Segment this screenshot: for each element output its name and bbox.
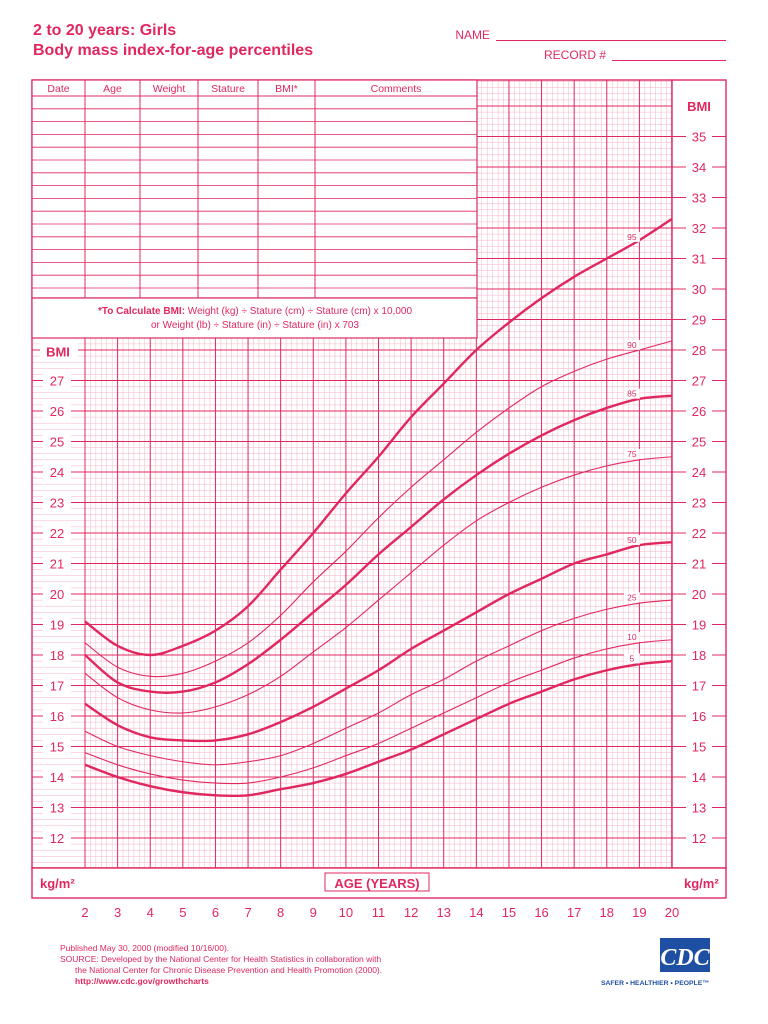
y-tick-right-33: 33 — [691, 190, 707, 206]
x-tick-6: 6 — [211, 905, 220, 920]
y-tick-right-12: 12 — [691, 831, 707, 846]
y-tick-left-12: 12 — [49, 831, 65, 846]
x-tick-9: 9 — [309, 905, 317, 920]
y-tick-left-14: 14 — [49, 770, 65, 785]
y-tick-right-20: 20 — [691, 587, 707, 602]
x-axis-label: AGE (YEARS) — [334, 876, 420, 891]
source-note-2: the National Center for Chronic Disease Prevention and Health Promotion (2000). — [75, 965, 383, 975]
x-tick-20: 20 — [664, 905, 680, 920]
y-tick-right-31: 31 — [691, 251, 707, 267]
cdc-tagline: SAFER • HEALTHIER • PEOPLE™ — [600, 980, 710, 987]
series-label-85: 85 — [627, 388, 637, 399]
y-tick-left-16: 16 — [49, 709, 65, 724]
y-tick-right-24: 24 — [691, 465, 707, 480]
formula-line-1: *To Calculate BMI: Weight (kg) ÷ Stature (cm) ÷ Stature (cm) x 10,000 — [97, 306, 413, 317]
x-tick-18: 18 — [599, 905, 615, 920]
y-tick-left-22: 22 — [49, 526, 65, 541]
x-tick-3: 3 — [113, 905, 122, 920]
y-tick-right-29: 29 — [691, 312, 707, 328]
series-label-50: 50 — [627, 535, 637, 546]
x-tick-7: 7 — [244, 905, 252, 920]
y-tick-right-32: 32 — [691, 221, 707, 236]
y-tick-left-24: 24 — [49, 465, 65, 480]
y-tick-right-15: 15 — [691, 739, 707, 755]
y-tick-left-27: 27 — [49, 373, 65, 389]
y-tick-right-35: 35 — [691, 129, 707, 145]
title-line-2: Body mass index-for-age percentiles — [33, 42, 314, 59]
table-header-2: Weight — [152, 83, 186, 95]
y-tick-right-34: 34 — [691, 160, 707, 175]
y-axis-label-left: BMI — [46, 344, 70, 360]
x-tick-15: 15 — [501, 905, 517, 920]
table-header-3: Stature — [211, 83, 245, 95]
series-label-75: 75 — [627, 449, 637, 460]
formula-box — [32, 298, 477, 338]
y-tick-right-21: 21 — [691, 556, 707, 572]
formula-line-2: or Weight (lb) ÷ Stature (in) ÷ Stature (in) x 703 — [150, 320, 360, 331]
x-tick-13: 13 — [436, 905, 451, 920]
y-tick-left-18: 18 — [49, 648, 65, 663]
source-note: SOURCE: Developed by the National Center for Health Statistics in collaboration with — [60, 954, 382, 964]
x-tick-14: 14 — [469, 905, 484, 920]
table-header-5: Comments — [370, 83, 422, 95]
y-axis-label-right: BMI — [687, 99, 711, 114]
growthcharts-link[interactable]: http://www.cdc.gov/growthcharts — [75, 976, 209, 986]
series-label-95: 95 — [627, 231, 637, 242]
y-tick-right-23: 23 — [691, 495, 707, 511]
table-header-1: Age — [103, 83, 122, 95]
y-tick-right-18: 18 — [691, 648, 707, 663]
table-header-4: BMI* — [275, 83, 298, 95]
y-tick-right-27: 27 — [691, 373, 707, 389]
y-tick-left-17: 17 — [49, 678, 65, 694]
y-tick-left-19: 19 — [49, 617, 65, 633]
y-tick-right-30: 30 — [691, 282, 707, 297]
y-tick-right-17: 17 — [691, 678, 707, 694]
x-tick-2: 2 — [81, 905, 89, 920]
cdc-logo-text: CDC — [660, 945, 710, 971]
x-tick-16: 16 — [534, 905, 549, 920]
series-label-10: 10 — [627, 632, 637, 643]
x-tick-11: 11 — [371, 905, 386, 920]
series-label-5: 5 — [629, 653, 635, 664]
record-table — [32, 80, 477, 298]
unit-label-left: kg/m² — [40, 876, 75, 891]
table-header-0: Date — [47, 83, 70, 95]
y-tick-right-28: 28 — [691, 343, 707, 358]
y-tick-left-15: 15 — [49, 739, 65, 755]
y-tick-left-20: 20 — [49, 587, 65, 602]
y-tick-right-14: 14 — [691, 770, 707, 785]
x-tick-19: 19 — [632, 905, 647, 920]
published-note: Published May 30, 2000 (modified 10/16/00). — [60, 943, 230, 953]
x-tick-10: 10 — [338, 905, 354, 920]
y-tick-left-25: 25 — [49, 434, 65, 450]
series-label-90: 90 — [627, 339, 637, 350]
y-tick-left-26: 26 — [49, 404, 65, 419]
series-label-25: 25 — [627, 592, 637, 603]
x-tick-5: 5 — [179, 905, 187, 920]
cdc-logo — [585, 938, 723, 990]
y-tick-right-22: 22 — [691, 526, 707, 541]
y-tick-right-19: 19 — [691, 617, 707, 633]
x-tick-4: 4 — [146, 905, 154, 920]
x-tick-8: 8 — [277, 905, 285, 920]
y-tick-right-26: 26 — [691, 404, 707, 419]
y-tick-left-21: 21 — [49, 556, 65, 572]
y-tick-right-16: 16 — [691, 709, 707, 724]
unit-label-right: kg/m² — [684, 876, 719, 891]
x-tick-17: 17 — [566, 905, 582, 920]
y-tick-right-25: 25 — [691, 434, 707, 450]
title-line-1: 2 to 20 years: Girls — [33, 22, 177, 39]
y-tick-left-23: 23 — [49, 495, 65, 511]
y-tick-left-13: 13 — [49, 800, 65, 816]
y-tick-right-13: 13 — [691, 800, 707, 816]
name-label: NAME — [455, 28, 490, 42]
x-tick-12: 12 — [403, 905, 419, 920]
record-label: RECORD # — [543, 48, 606, 62]
